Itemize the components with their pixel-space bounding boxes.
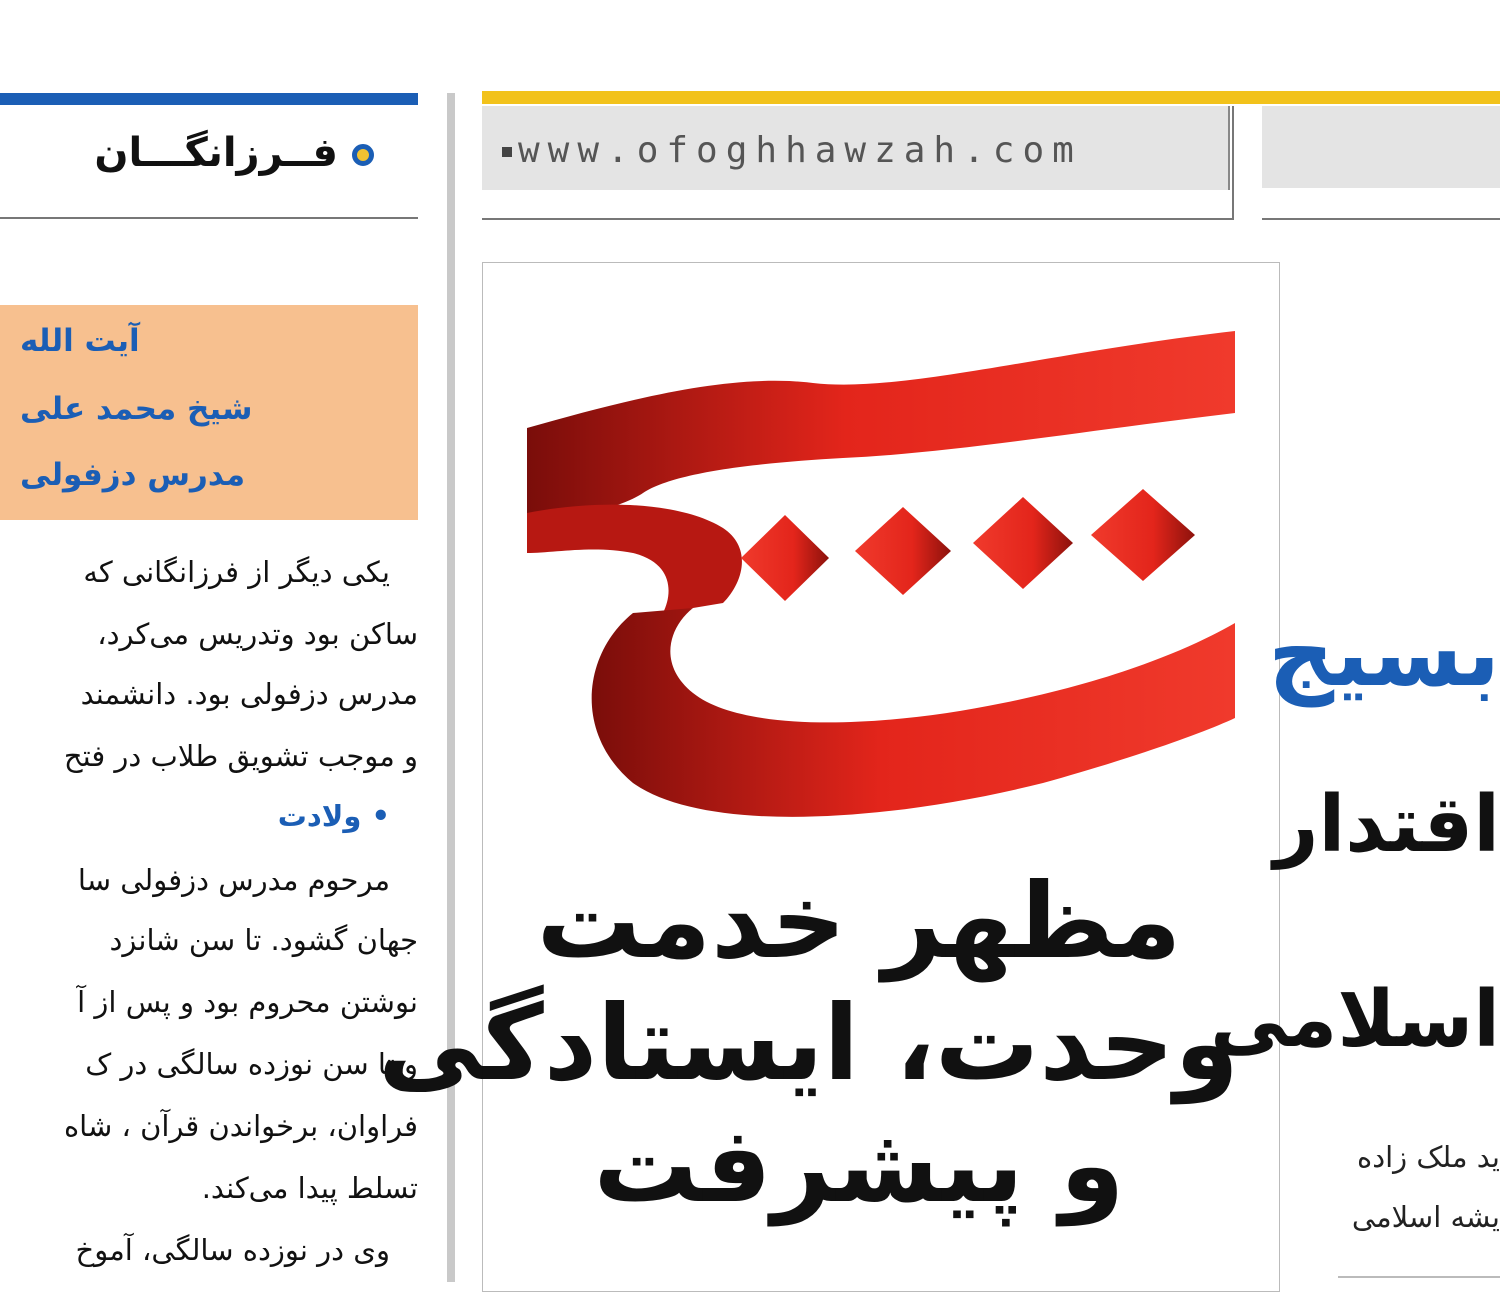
- headline-line-3: اسلامی: [1210, 975, 1500, 1065]
- red-ribbon-logo: [483, 263, 1281, 863]
- profile-box: [0, 305, 418, 520]
- byline-author: ید ملک زاده: [1357, 1140, 1500, 1174]
- article-line: جهان گشود. تا سن شانزد: [109, 923, 418, 957]
- article-line: و تا سن نوزده سالگی در ک: [85, 1047, 418, 1081]
- profile-surname: مدرس دزفولی: [20, 457, 246, 493]
- article-line: ساکن بود وتدریس می‌کرد،: [97, 617, 418, 651]
- article-line: فراوان، برخواندن قرآن ، شاه: [63, 1109, 418, 1143]
- article-line: وی در نوزده سالگی، آموخ: [75, 1233, 390, 1267]
- article-line: یکی دیگر از فرزانگانی که: [83, 555, 390, 589]
- poster-slogan-line-1: مظهر خدمت: [536, 860, 1182, 982]
- section-divider: [0, 217, 418, 219]
- section-title-text: فــرزانگـــان: [94, 130, 338, 176]
- headline-line-2: اقتدار: [1273, 780, 1500, 870]
- site-url[interactable]: www.ofoghhawzah.com: [502, 130, 1082, 171]
- profile-title: آیت الله: [20, 323, 140, 359]
- section-bullet-icon: [352, 144, 374, 166]
- byline-affiliation: یشه اسلامی: [1351, 1200, 1500, 1234]
- url-banner: [482, 106, 1230, 190]
- article-line: نوشتن محروم بود و پس از آ: [77, 985, 418, 1019]
- right-header-band: [1262, 106, 1500, 188]
- poster-slogan-line-3: و پیشرفت: [593, 1104, 1125, 1226]
- article-line: مرحوم مدرس دزفولی سا: [77, 863, 390, 897]
- left-column-top-bar: [0, 93, 418, 105]
- profile-name: شیخ محمد علی: [20, 391, 253, 427]
- section-title: [0, 130, 374, 176]
- basij-poster: [378, 262, 1280, 1292]
- article-line: و موجب تشویق طلاب در فتح: [63, 739, 418, 773]
- article-line: مدرس دزفولی بود. دانشمند: [80, 677, 418, 711]
- article-line: تسلط پیدا می‌کند.: [201, 1171, 418, 1205]
- url-side-rule: [1232, 106, 1234, 220]
- right-bottom-rule: [1338, 1276, 1500, 1278]
- center-top-bar: [482, 91, 1500, 104]
- url-underline: [482, 218, 1234, 220]
- right-header-underline: [1262, 218, 1500, 220]
- square-bullet-icon: [502, 147, 512, 157]
- poster-slogan-line-2: وحدت، ایستادگی: [378, 982, 1239, 1104]
- article-body: [0, 545, 418, 1282]
- article-subhead: • ولادت: [277, 799, 390, 833]
- headline-blue: بسیج: [1267, 600, 1500, 707]
